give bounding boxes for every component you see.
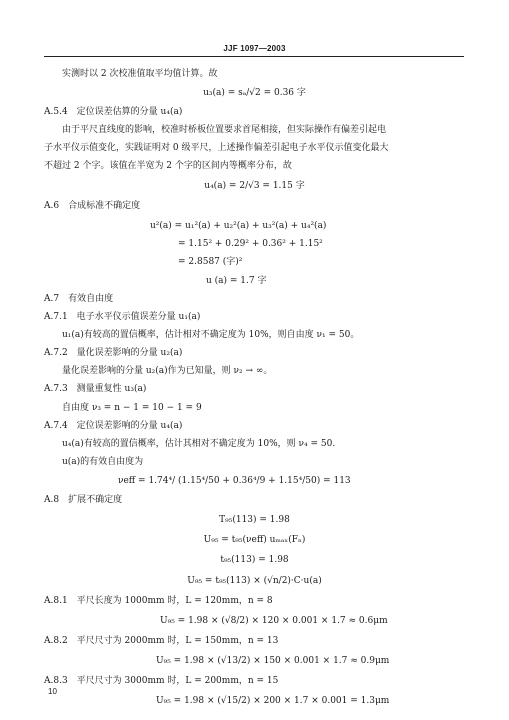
section-heading-a8: A.8 扩展不确定度 (44, 495, 123, 505)
equation-u95-general: U₉₅ = t₉₅(νeff) uₘₐₓ(Fₙ) (203, 535, 306, 545)
text-line: 由于平尺直线度的影响，校准时桥板位置要求首尾相接，但实际操作有偏差引起电 (62, 125, 387, 135)
equation-u95-2000: U₉₅ = 1.98 × (√13/2) × 150 × 0.001 × 1.7 ≈ 0.9μm (156, 656, 390, 666)
section-heading-a54: A.5.4 定位误差估算的分量 u₄(a) (44, 107, 183, 117)
equation-u95-3000: U₉₅ = 1.98 × (√15/2) × 200 × 1.7 × 0.001 = 1.3μm (156, 696, 390, 706)
equation-u4: u₄(a) = 2/√3 = 1.15 字 (204, 181, 305, 191)
equation-t95-value: t₉₅(113) = 1.98 (220, 555, 289, 565)
equation-u95-formula: U₉₅ = t₉₅(113) × (√n/2)·C·u(a) (187, 576, 322, 586)
equation-combined-result: u (a) = 1.7 字 (206, 276, 267, 286)
equation-t95: T₉₅(113) = 1.98 (219, 515, 290, 525)
equation-u95-1000: U₉₅ = 1.98 × (√8/2) × 120 × 0.001 × 1.7 ≈ 0.6μm (160, 616, 388, 626)
header-rule (44, 56, 464, 57)
section-heading-a74: A.7.4 定位误差影响的分量 u₄(a) (44, 421, 183, 431)
text-line: 自由度 ν₃ = n − 1 = 10 − 1 = 9 (62, 403, 202, 413)
page-header: JJF 1097—2003 (223, 44, 286, 53)
section-heading-a6: A.6 合成标准不确定度 (44, 201, 141, 211)
text-line: u(a)的有效自由度为 (62, 457, 144, 467)
text-line: u₁(a)有较高的置信概率，估计相对不确定度为 10%，则自由度 ν₁ = 50。 (62, 330, 360, 340)
section-heading-a83: A.8.3 平尺尺寸为 3000mm 时，L = 200mm，n = 15 (44, 676, 279, 686)
section-heading-a73: A.7.3 测量重复性 u₃(a) (44, 384, 147, 394)
text-line: 子水平仪示值变化，实践证明对 0 级平尺，上述操作偏差引起电子水平仪示值变化最大 (44, 143, 389, 153)
text-line: 不超过 2 个字。该值在半宽为 2 个字的区间内等概率分布，故 (44, 161, 292, 171)
page-number: 10 (48, 687, 57, 696)
text-line: u₄(a)有较高的置信概率，估计其相对不确定度为 10%，则 ν₄ = 50. (62, 439, 336, 449)
equation-combined-step2: = 2.8587 (字)² (178, 257, 243, 267)
equation-veff: νeff = 1.74⁴/ (1.15⁴/50 + 0.36⁴/9 + 1.15⁴/50) = 113 (118, 476, 351, 486)
equation-u3: u₃(a) = sₐ/√2 = 0.36 字 (203, 88, 306, 98)
text-line: 量化误差影响的分量 u₂(a)作为已知量，则 ν₂ → ∞。 (62, 366, 273, 376)
section-heading-a71: A.7.1 电子水平仪示值误差分量 u₁(a) (44, 312, 201, 322)
section-heading-a72: A.7.2 量化误差影响的分量 u₂(a) (44, 348, 183, 358)
section-heading-a7: A.7 有效自由度 (44, 294, 114, 304)
section-heading-a82: A.8.2 平尺尺寸为 2000mm 时，L = 150mm，n = 13 (44, 636, 279, 646)
section-heading-a81: A.8.1 平尺长度为 1000mm 时，L = 120mm，n = 8 (44, 596, 273, 606)
equation-combined-step1: = 1.15² + 0.29² + 0.36² + 1.15² (178, 239, 323, 249)
equation-combined: u²(a) = u₁²(a) + u₂²(a) + u₃²(a) + u₄²(a) (150, 221, 327, 231)
text-line: 实测时以 2 次校准值取平均值计算。故 (62, 69, 218, 79)
